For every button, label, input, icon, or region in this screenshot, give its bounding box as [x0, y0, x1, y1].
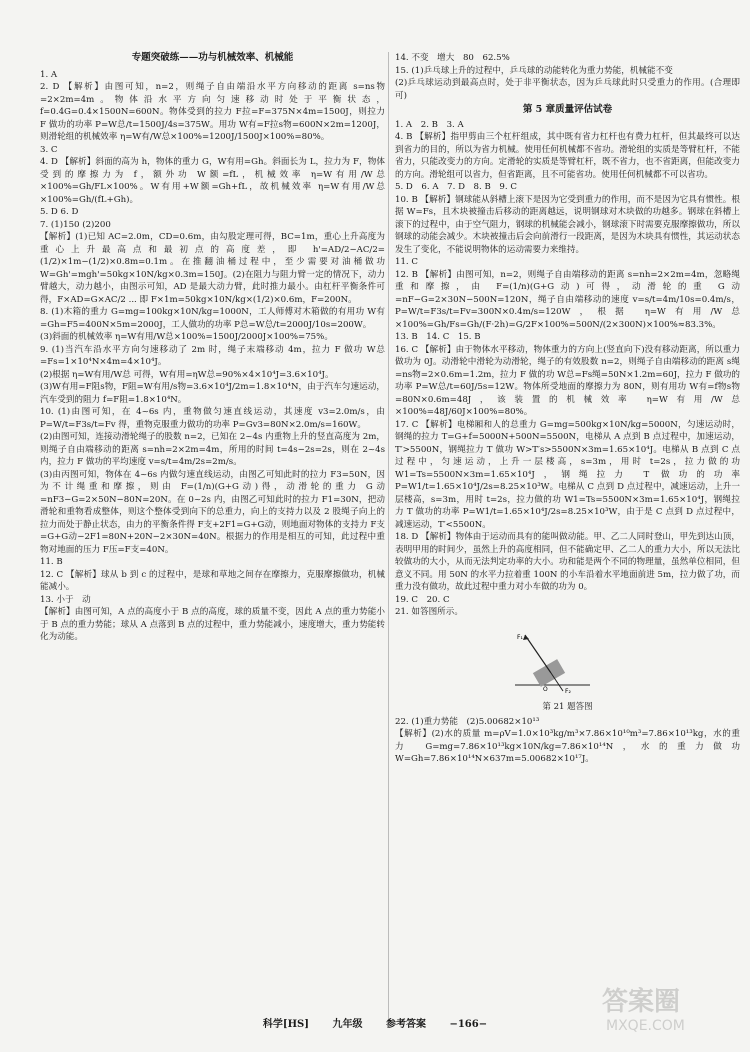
answer-line: 5. D 6. D: [40, 207, 79, 217]
svg-text:答案圈: 答案圈: [602, 987, 681, 1017]
answer-line: 【解析】(2)水的质量 m=ρV=1.0×10³kg/m³×7.86×10¹⁰m³=7.86×10¹³kg，水的重力 G=mg=7.86×10¹³kg×10N/kg=7.86×10¹⁴N，水的重力做功 W=Gh=7.86×10¹⁴N×637m=5.00682×10¹⁷J。: [395, 729, 740, 764]
answer-line: (2)根据 η=W有用/W总 可得，W有用=ηW总=90%×4×10⁴J=3.6×10⁴J。: [40, 369, 334, 380]
answer-line: (3)斜面的机械效率 η=W有用/W总×100%=1500J/2000J×100%=75%。: [40, 332, 333, 342]
answer-line: 1. A 2. B 3. A: [395, 119, 464, 130]
answer-line: 【解析】(1)已知 AC=2.0m，CD=0.6m，由勾股定理可得，BC=1m，重心上升高度为重心上升最高点和最初点的高度差，即 h'=AD/2−AC/2=(1/2)×1m−(1/2)×0.8m=0.1m。在推翻油桶过程中，至少需要对油桶做功 W=Gh'=mgh'=50kg×10N/kg×0.3m=150J。(2)在阻力与阻力臂一定的情况下，动力臂越大，动力越小，由图示可知，AD 是最大动力臂，此时推力最小。由杠杆平衡条件可得，F×AD=G×AC/2 ... 即 F×1m=50kg×10N/kg×(1/2)×0.6m，F=200N。: [40, 232, 385, 305]
watermark-logo: [592, 978, 732, 1038]
right-column: [395, 52, 740, 766]
answer-line: (3)W有用=F阻s物，F阻=W有用/s物=3.6×10⁴J/2m=1.8×10⁴N，由于汽车匀速运动，汽车受到的阻力 f=F阻=1.8×10⁴N。: [40, 382, 385, 405]
answer-line: 14. 不变 增大 80 62.5%: [395, 53, 510, 63]
answer-line: 10. (1)由图可知，在 4~6s 内，重物做匀速直线运动，其速度 v3=2.0m/s，由 P=W/t=F3s/t=Fv 得，重物克服重力做功的功率 P=Gv3=80N×2.0m/s=160W。: [40, 407, 385, 430]
answer-line: 4. B 【解析】指甲剪由三个杠杆组成，其中既有省力杠杆也有费力杠杆，但其最终可以达到省力的目的，所以为省力机械。使用任何机械都不省功。滑轮组的实质是等臂杠杆，不能省力，只能改变力的方向。定滑轮的实质是等臂杠杆，既不省力，也不省距离，但能改变力的方向。滑轮组可以省力，但省距离，且不可能省功。使用任何机械都不可以省功。: [395, 132, 740, 180]
answer-line: 2. D 【解析】由图可知，n=2，则绳子自由端沿水平方向移动的距离 s=ns物=2×2m=4m。物体沿水平方向匀速移动时处于平衡状态，f=0.4G=0.4×1500N=600N。物体受到的拉力 F拉=F=375N×4m=1500J，则拉力 F 做功的功率 P=W总/t=1500J/4s=375W。用功 W有=F拉s物=600N×2m=1200J，则滑轮组的机械效率 η=W有/W总×100%=1200J/1500J×100%=80%。: [40, 82, 385, 142]
answer-line: 11. B: [40, 557, 63, 567]
answer-line: 9. (1)当汽车沿水平方向匀速移动了 2m 时，绳子末端移动 4m，拉力 F 做功 W总=Fs=1×10⁴N×4m=4×10⁴J。: [40, 344, 385, 367]
footer-subject: 科学[HS]: [262, 1019, 310, 1030]
answer-line: 21. 如答图所示。: [395, 607, 463, 617]
section-title: 第 5 章质量评估试卷: [522, 104, 613, 115]
answer-line: 22. (1)重力势能 (2)5.00682×10¹³: [395, 716, 540, 727]
answer-line: (2)由图可知，连接动滑轮绳子的股数 n=2，已知在 2~4s 内重物上升的竖直高度为 2m，则绳子自由端移动的距离 s=nh=2×2m=4m，所用的时间 t=4s−2s=2s，则在 2~4s 内，拉力 F 做功的平均速度 v=s/t=4m/2s=2m/s。: [40, 432, 385, 467]
answer-line: 19. C 20. C: [395, 594, 450, 605]
svg-text:O: O: [543, 685, 548, 693]
right-lines-2: [395, 119, 740, 619]
answer-line: 18. D 【解析】物体由于运动而具有的能叫做动能。甲、乙二人同时登山，甲先到达山顶，表明甲用的时间少，虽然上升的高度相同，但不能确定甲、乙二人的重力大小，所以无法比较做功的大小，从而无法判定功率的大小。功和能是两个不同的物理量，虽然单位相同，但意义不同。用 50N 的水平力拉着重 100N 的小车沿着水平地面前进 5m，拉力做了功，而重力没有做功，故此过程中重力对小车做的功为 0。: [395, 532, 740, 592]
column-divider: [388, 52, 389, 1027]
answer-line: 13. 小于 动: [40, 594, 91, 605]
left-lines: [40, 69, 385, 644]
answer-line: 10. B 【解析】钢球能从斜槽上滚下是因为它受到重力的作用，而不是因为它具有惯性。根据 W=Fs，且木块被撞击后移动的距离越远，说明钢球对木块做的功越多。钢球在斜槽上滚下的过程中，由于空气阻力，钢球的机械能会减小，钢球滚下时需要克服摩擦做功，所以钢球的动能会减少。木块被撞击后会向前滑行一段距离，是因为木块具有惯性，其运动状态发生了变化，不能说明物体的运动需要力来维持。: [395, 194, 740, 255]
diagram-caption: 第 21 题答图: [542, 702, 593, 712]
right-lines-3: [395, 716, 740, 766]
answer-line: 5. D 6. A 7. D 8. B 9. C: [395, 182, 517, 192]
answer-line: 4. D 【解析】斜面的高为 h，物体的重力 G，W有用=Gh。斜面长为 L，拉力为 F，物体受到的摩擦力为 f，额外功 W额=fL，机械效率 η=W有用/W总×100%=Gh/FL×100%。W有用+W额=Gh+fL，故机械效率 η=W有用/W总×100%=Gh/(fL+Gh)。: [40, 157, 385, 205]
answer-line: 13. B 14. C 15. B: [395, 332, 481, 342]
footer-page-number: −166−: [449, 1019, 488, 1030]
answer-line: 16. C 【解析】由于物体水平移动，物体重力的方向上(竖直向下)没有移动距离，所以重力做功为 0J。动滑轮中滑轮为动滑轮，绳子的有效股数 n=2，则绳子自由端移动的距离 s绳=ns物=2×0.6m=1.2m，拉力 F 做的功 W总=Fs绳=50N×1.2m=60J，拉力 F 做功的功率 P=W总/t=60J/5s=12W。物体所受地面的摩擦力为 80N，则有用功 W有=f物s物=80N×0.6m=48J，该装置的机械效率 η=W有用/W总×100%=48J/60J×100%=80%。: [395, 344, 740, 417]
left-column: [40, 52, 385, 644]
answer-line: (2)乒乓球运动到最高点时，处于非平衡状态，因为乒乓球此时只受重力的作用。(合理即可): [395, 78, 740, 101]
lever-diagram: [505, 625, 595, 695]
svg-text:F₂: F₂: [565, 687, 571, 695]
answer-line: 7. (1)150 (2)200: [40, 219, 111, 230]
answer-line: 15. (1)乒乓球上升的过程中，乒乓球的动能转化为重力势能，机械能不变: [395, 65, 673, 76]
answer-line: 11. C: [395, 257, 418, 267]
answer-line: 【解析】由图可知，A 点的高度小于 B 点的高度，球的质量不变，因此 A 点的重力势能小于 B 点的重力势能；球从 A 点落到 B 点的过程中，重力势能减小，速度增大，重力势能转化为动能。: [40, 607, 385, 642]
answer-line: 8. (1)木箱的重力 G=mg=100kg×10N/kg=1000N，工人师傅对木箱做的有用功 W有=Gh=F5=400N×5m=2000J，工人做功的功率 P总=W总/t=2000J/10s=200W。: [40, 307, 385, 330]
svg-text:F₁: F₁: [517, 633, 523, 641]
answer-line: 1. A: [40, 69, 58, 80]
answer-line: (3)由丙图可知，物体在 4~6s 内做匀速直线运动，由图乙可知此时的拉力 F3=50N，因为不计绳重和摩擦，则由 F=(1/n)(G+G动)得，动滑轮的重力 G动=nF3−G=2×50N−80N=20N。在 0~2s 内，由图乙可知此时的拉力 F1=30N，把动滑轮和重物看成整体，则这个整体受到向下的总重力，向上的支持力以及 2 股绳子向上的拉力而处于静止状态，由力的平衡条件得 F支+2F1=G+G动，则地面对物体的支持力 F支=G+G动−2F1=80N+20N−2×30N=40N。根据力的作用是相互的可知，此过程中重物对地面的压力 F压=F支=40N。: [40, 469, 385, 555]
svg-text:MXQE.COM: MXQE.COM: [606, 1018, 685, 1034]
left-title: 专题突破练——功与机械效率、机械能: [131, 52, 294, 63]
footer-label: 参考答案: [385, 1019, 426, 1030]
answer-line: 17. C 【解析】电梯厢和人的总重力 G=mg=500kg×10N/kg=5000N，匀速运动时，钢绳的拉力 T=G+f=5000N+500N=5500N，电梯从 A 点到 B 点过程中，加速运动，T′>5500N，钢绳拉力 T 做功 W>T′s>5500N×3m=1.65×10⁴J。电梯从 B 点到 C 点过程中，匀速运动，上升一层楼高，s=3m，用时 t=2s，拉力做的功 W1=Ts=5500N×3m=1.65×10⁴J，钢绳拉力 T 做功的功率 P=W1/t=1.65×10⁴J/2s=8.25×10³W。电梯从 C 点到 D 点过程中，减速运动，上升一层楼高，s=3m，用时 t=2s，拉力做的功 W1=Ts=5500N×3m=1.65×10⁴J，钢绳拉力 T 做功的功率 P=W1/t=1.65×10⁴J/2s=8.25×10³W，由于是 C 点到 D 点过程中，减速运动，T′<5500N。: [395, 419, 740, 530]
answer-line: 12. C 【解析】球从 b 到 c 的过程中，是球和草地之间存在摩擦力，克服摩擦做功，机械能减小。: [40, 569, 385, 592]
footer-grade: 九年级: [332, 1019, 363, 1030]
answer-line: 12. B 【解析】由图可知，n=2，则绳子自由端移动的距离 s=nh=2×2m=4m，忽略绳重和摩擦，由 F=(1/n)(G+G动)可得，动滑轮的重 G动=nF−G=2×30N−500N=120N，绳子自由端移动的速度 v=s/t=4m/10s=0.4m/s，P=W/t=F3s/t=Fv=300N×0.4m/s=120W，根据 η=W有用/W总×100%=Gh/Fs=Gh/(F·2h)=G/2F×100%=500N/(2×300N)×100%≈83.3%。: [395, 269, 740, 330]
answer-line: 3. C: [40, 144, 58, 155]
right-lines: [395, 52, 740, 102]
